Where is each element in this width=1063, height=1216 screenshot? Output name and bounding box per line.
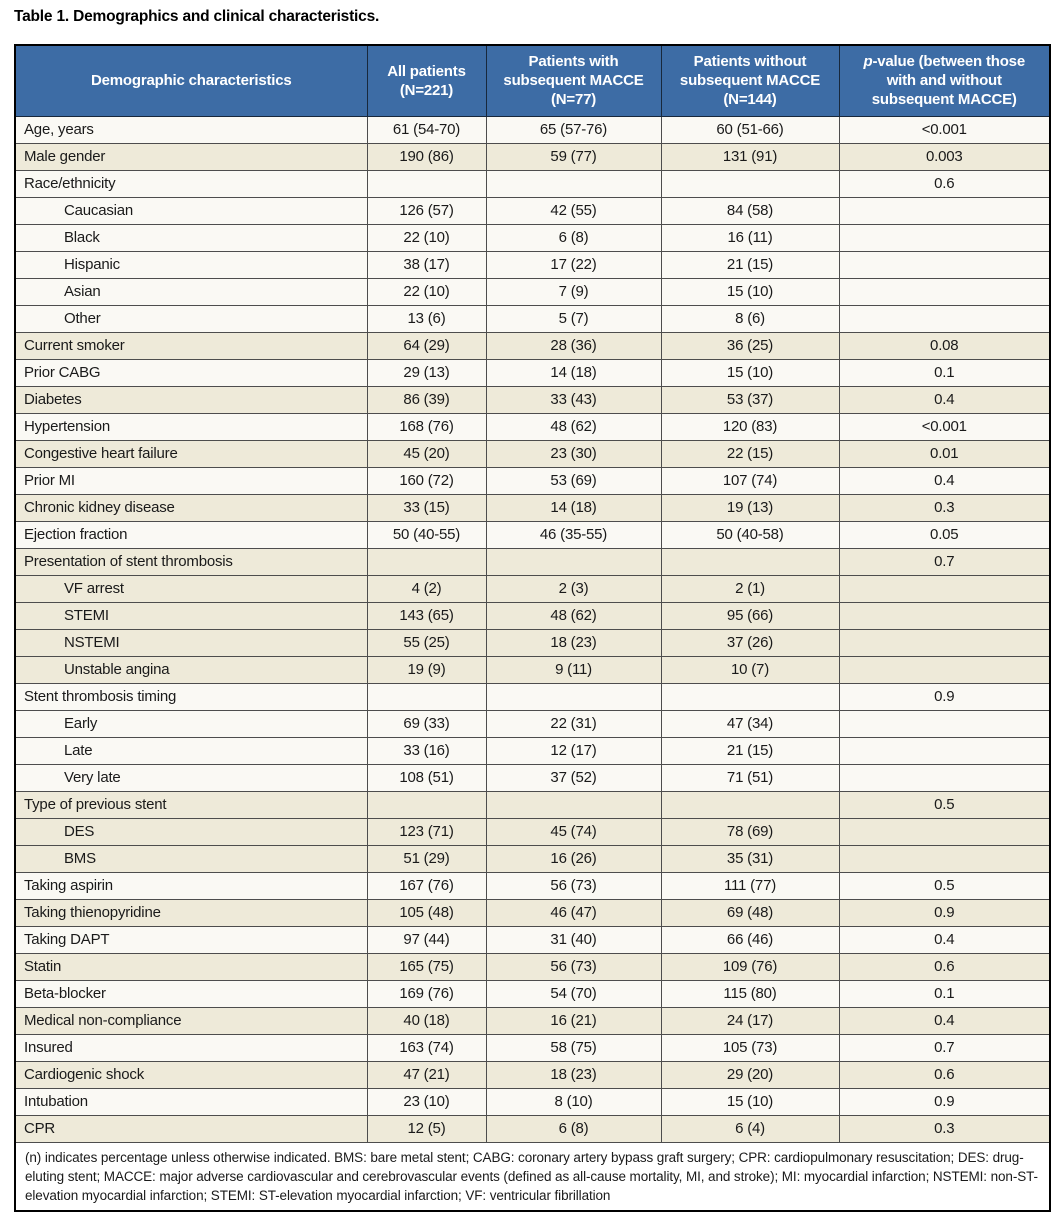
table-footer <box>15 1142 1050 1211</box>
row-value: 84 (58) <box>661 197 839 224</box>
row-value: 40 (18) <box>367 1007 486 1034</box>
table-row <box>15 251 1050 278</box>
row-value: 23 (10) <box>367 1088 486 1115</box>
row-value: 22 (10) <box>367 278 486 305</box>
row-value: 0.6 <box>839 170 1050 197</box>
row-value: 19 (13) <box>661 494 839 521</box>
row-value: 51 (29) <box>367 845 486 872</box>
row-value: 7 (9) <box>486 278 661 305</box>
row-value: 95 (66) <box>661 602 839 629</box>
row-value: 29 (13) <box>367 359 486 386</box>
row-value: 33 (15) <box>367 494 486 521</box>
row-value <box>839 197 1050 224</box>
row-value: 46 (47) <box>486 899 661 926</box>
row-value: 56 (73) <box>486 953 661 980</box>
row-value: 14 (18) <box>486 359 661 386</box>
row-value: 6 (4) <box>661 1115 839 1142</box>
row-value: 0.9 <box>839 899 1050 926</box>
table-row <box>15 710 1050 737</box>
table-row <box>15 1061 1050 1088</box>
row-value: 0.4 <box>839 926 1050 953</box>
table-row <box>15 440 1050 467</box>
row-label: Ejection fraction <box>15 521 367 548</box>
row-value: 15 (10) <box>661 1088 839 1115</box>
col-header-p-value <box>839 45 1050 116</box>
row-value: 10 (7) <box>661 656 839 683</box>
row-value: 33 (43) <box>486 386 661 413</box>
row-value: 48 (62) <box>486 602 661 629</box>
row-value <box>486 548 661 575</box>
row-value: 47 (34) <box>661 710 839 737</box>
row-value <box>367 791 486 818</box>
col-header-all-patients: All patients (N=221) <box>367 45 486 116</box>
row-value: 33 (16) <box>367 737 486 764</box>
row-value: 18 (23) <box>486 1061 661 1088</box>
row-value: 97 (44) <box>367 926 486 953</box>
row-value: 16 (26) <box>486 845 661 872</box>
col-header-with-macce: Patients with subsequent MACCE (N=77) <box>486 45 661 116</box>
row-value: 38 (17) <box>367 251 486 278</box>
row-value: 66 (46) <box>661 926 839 953</box>
row-label: Early <box>15 710 367 737</box>
table-row <box>15 899 1050 926</box>
table-row <box>15 143 1050 170</box>
row-label: Type of previous stent <box>15 791 367 818</box>
row-label: Statin <box>15 953 367 980</box>
row-label: Other <box>15 305 367 332</box>
row-value: 6 (8) <box>486 224 661 251</box>
row-value: 23 (30) <box>486 440 661 467</box>
row-value: 37 (52) <box>486 764 661 791</box>
row-value: 4 (2) <box>367 575 486 602</box>
row-value: 6 (8) <box>486 1115 661 1142</box>
table-row <box>15 170 1050 197</box>
row-value: 36 (25) <box>661 332 839 359</box>
row-value <box>839 575 1050 602</box>
row-label: VF arrest <box>15 575 367 602</box>
row-value: 2 (1) <box>661 575 839 602</box>
row-value <box>839 602 1050 629</box>
row-label: Prior MI <box>15 467 367 494</box>
row-label: Taking DAPT <box>15 926 367 953</box>
row-value: 16 (21) <box>486 1007 661 1034</box>
row-value <box>661 548 839 575</box>
table-row <box>15 1088 1050 1115</box>
table-row <box>15 413 1050 440</box>
row-value: 0.7 <box>839 1034 1050 1061</box>
row-label: Taking aspirin <box>15 872 367 899</box>
row-value: 86 (39) <box>367 386 486 413</box>
row-value: 8 (6) <box>661 305 839 332</box>
table-row <box>15 359 1050 386</box>
row-value: 0.1 <box>839 980 1050 1007</box>
row-value <box>839 845 1050 872</box>
row-value <box>839 737 1050 764</box>
demographics-table <box>14 44 1051 1212</box>
row-value: 45 (20) <box>367 440 486 467</box>
table-row <box>15 116 1050 143</box>
row-label: Chronic kidney disease <box>15 494 367 521</box>
row-value: 126 (57) <box>367 197 486 224</box>
table-row <box>15 386 1050 413</box>
row-value: 69 (33) <box>367 710 486 737</box>
row-value: 19 (9) <box>367 656 486 683</box>
row-value: 167 (76) <box>367 872 486 899</box>
row-value: 190 (86) <box>367 143 486 170</box>
row-value: 54 (70) <box>486 980 661 1007</box>
row-value <box>839 656 1050 683</box>
row-value: 12 (17) <box>486 737 661 764</box>
row-label: Very late <box>15 764 367 791</box>
row-value: 160 (72) <box>367 467 486 494</box>
row-value: 107 (74) <box>661 467 839 494</box>
row-value: 143 (65) <box>367 602 486 629</box>
footnote-row <box>15 1142 1050 1211</box>
row-value: 0.5 <box>839 791 1050 818</box>
row-value: 109 (76) <box>661 953 839 980</box>
row-value: 0.003 <box>839 143 1050 170</box>
row-value: 0.6 <box>839 1061 1050 1088</box>
row-label: Male gender <box>15 143 367 170</box>
row-value: 111 (77) <box>661 872 839 899</box>
row-value: 28 (36) <box>486 332 661 359</box>
table-row <box>15 224 1050 251</box>
row-value: <0.001 <box>839 413 1050 440</box>
row-value: 31 (40) <box>486 926 661 953</box>
row-label: Beta-blocker <box>15 980 367 1007</box>
row-value: 64 (29) <box>367 332 486 359</box>
row-value: 53 (37) <box>661 386 839 413</box>
table-row <box>15 926 1050 953</box>
table-row <box>15 197 1050 224</box>
table-row <box>15 521 1050 548</box>
row-value: 0.7 <box>839 548 1050 575</box>
row-label: Current smoker <box>15 332 367 359</box>
row-value: 21 (15) <box>661 737 839 764</box>
row-value <box>839 251 1050 278</box>
row-value: 22 (10) <box>367 224 486 251</box>
row-value: 17 (22) <box>486 251 661 278</box>
row-value <box>839 305 1050 332</box>
row-value: 58 (75) <box>486 1034 661 1061</box>
row-label: Hypertension <box>15 413 367 440</box>
row-value: 165 (75) <box>367 953 486 980</box>
row-value: 47 (21) <box>367 1061 486 1088</box>
row-label: Prior CABG <box>15 359 367 386</box>
row-value: 45 (74) <box>486 818 661 845</box>
row-value <box>839 818 1050 845</box>
col-header-without-macce: Patients without subsequent MACCE (N=144) <box>661 45 839 116</box>
row-value: 0.9 <box>839 683 1050 710</box>
table-title: Table 1. Demographics and clinical characteristics. <box>14 8 380 25</box>
row-value <box>486 683 661 710</box>
row-value: 53 (69) <box>486 467 661 494</box>
row-value <box>661 683 839 710</box>
row-value: 59 (77) <box>486 143 661 170</box>
row-value: 169 (76) <box>367 980 486 1007</box>
row-value <box>661 791 839 818</box>
row-label: Medical non-compliance <box>15 1007 367 1034</box>
row-value <box>839 629 1050 656</box>
row-value <box>839 278 1050 305</box>
row-value: 2 (3) <box>486 575 661 602</box>
row-label: DES <box>15 818 367 845</box>
row-value: 12 (5) <box>367 1115 486 1142</box>
row-value: 168 (76) <box>367 413 486 440</box>
row-value: 14 (18) <box>486 494 661 521</box>
table-row <box>15 494 1050 521</box>
table-row <box>15 602 1050 629</box>
row-value: 8 (10) <box>486 1088 661 1115</box>
row-value <box>367 683 486 710</box>
row-value: 0.08 <box>839 332 1050 359</box>
row-value: 22 (31) <box>486 710 661 737</box>
row-value: 55 (25) <box>367 629 486 656</box>
row-value: 0.3 <box>839 1115 1050 1142</box>
row-value: 0.3 <box>839 494 1050 521</box>
row-value: 42 (55) <box>486 197 661 224</box>
row-value: 0.5 <box>839 872 1050 899</box>
row-value: 120 (83) <box>661 413 839 440</box>
table-row <box>15 737 1050 764</box>
row-value: 131 (91) <box>661 143 839 170</box>
row-value: 16 (11) <box>661 224 839 251</box>
row-value <box>367 548 486 575</box>
row-value <box>661 170 839 197</box>
row-value <box>486 170 661 197</box>
table-footnote: (n) indicates percentage unless otherwise indicated. BMS: bare metal stent; CABG: coronary artery bypass graft surgery; CPR: cardiopulmonary resuscitation; DES: drug-eluting stent; MACCE: major adverse cardiovascular and cerebrovascular events (defined as all-cause mortality, MI, and stroke); MI: myocardial infarction; NSTEMI: non-ST-elevation myocardial infarction; STEMI: ST-elevation myocardial infarction; VF: ventricular fibrillation <box>15 1142 1050 1211</box>
table-row <box>15 1034 1050 1061</box>
row-value: 9 (11) <box>486 656 661 683</box>
table-row <box>15 791 1050 818</box>
row-value: 61 (54-70) <box>367 116 486 143</box>
row-value: 60 (51-66) <box>661 116 839 143</box>
p-value-italic: p <box>863 53 873 71</box>
row-label: Intubation <box>15 1088 367 1115</box>
row-value: 29 (20) <box>661 1061 839 1088</box>
row-label: BMS <box>15 845 367 872</box>
row-value: 0.01 <box>839 440 1050 467</box>
p-value-rest: -value (between those with and without subsequent MACCE) <box>871 53 1025 109</box>
row-value: 46 (35-55) <box>486 521 661 548</box>
table-row <box>15 953 1050 980</box>
row-value: 50 (40-55) <box>367 521 486 548</box>
row-value: 0.9 <box>839 1088 1050 1115</box>
row-value: 37 (26) <box>661 629 839 656</box>
row-value: 0.4 <box>839 467 1050 494</box>
row-label: Late <box>15 737 367 764</box>
row-value: 0.4 <box>839 1007 1050 1034</box>
row-value: 5 (7) <box>486 305 661 332</box>
row-label: Stent thrombosis timing <box>15 683 367 710</box>
table-row <box>15 467 1050 494</box>
row-value: 78 (69) <box>661 818 839 845</box>
row-label: NSTEMI <box>15 629 367 656</box>
table-row <box>15 764 1050 791</box>
row-label: Age, years <box>15 116 367 143</box>
table-row <box>15 332 1050 359</box>
row-value: 24 (17) <box>661 1007 839 1034</box>
table-row <box>15 575 1050 602</box>
row-value: 123 (71) <box>367 818 486 845</box>
row-value <box>367 170 486 197</box>
row-value <box>839 764 1050 791</box>
row-value: 69 (48) <box>661 899 839 926</box>
row-label: Black <box>15 224 367 251</box>
row-value: 35 (31) <box>661 845 839 872</box>
row-value: 50 (40-58) <box>661 521 839 548</box>
header-row <box>15 45 1050 116</box>
table-row <box>15 872 1050 899</box>
row-value: 13 (6) <box>367 305 486 332</box>
row-value: 108 (51) <box>367 764 486 791</box>
row-label: CPR <box>15 1115 367 1142</box>
table-row <box>15 683 1050 710</box>
row-value: 0.05 <box>839 521 1050 548</box>
col-header-demographic-characteristics: Demographic characteristics <box>15 45 367 116</box>
table-row <box>15 845 1050 872</box>
table-row <box>15 548 1050 575</box>
row-label: Insured <box>15 1034 367 1061</box>
row-value: 15 (10) <box>661 278 839 305</box>
row-value: <0.001 <box>839 116 1050 143</box>
table-header <box>15 45 1050 116</box>
table-row <box>15 278 1050 305</box>
table-row <box>15 656 1050 683</box>
row-value: 115 (80) <box>661 980 839 1007</box>
row-value: 71 (51) <box>661 764 839 791</box>
row-value: 22 (15) <box>661 440 839 467</box>
row-value <box>839 710 1050 737</box>
table-row <box>15 818 1050 845</box>
row-value: 18 (23) <box>486 629 661 656</box>
row-label: Diabetes <box>15 386 367 413</box>
row-value: 48 (62) <box>486 413 661 440</box>
table-body <box>15 116 1050 1142</box>
row-label: Unstable angina <box>15 656 367 683</box>
row-value: 15 (10) <box>661 359 839 386</box>
table-row <box>15 980 1050 1007</box>
row-label: Presentation of stent thrombosis <box>15 548 367 575</box>
row-label: Hispanic <box>15 251 367 278</box>
row-value: 56 (73) <box>486 872 661 899</box>
row-label: STEMI <box>15 602 367 629</box>
table-row <box>15 305 1050 332</box>
table-row <box>15 1115 1050 1142</box>
row-label: Congestive heart failure <box>15 440 367 467</box>
row-value: 21 (15) <box>661 251 839 278</box>
row-value: 163 (74) <box>367 1034 486 1061</box>
row-label: Taking thienopyridine <box>15 899 367 926</box>
row-value <box>486 791 661 818</box>
row-value <box>839 224 1050 251</box>
table-row <box>15 629 1050 656</box>
row-value: 65 (57-76) <box>486 116 661 143</box>
row-value: 0.1 <box>839 359 1050 386</box>
row-label: Cardiogenic shock <box>15 1061 367 1088</box>
row-value: 105 (48) <box>367 899 486 926</box>
row-label: Caucasian <box>15 197 367 224</box>
row-value: 0.4 <box>839 386 1050 413</box>
table-row <box>15 1007 1050 1034</box>
row-value: 0.6 <box>839 953 1050 980</box>
row-label: Asian <box>15 278 367 305</box>
row-label: Race/ethnicity <box>15 170 367 197</box>
row-value: 105 (73) <box>661 1034 839 1061</box>
